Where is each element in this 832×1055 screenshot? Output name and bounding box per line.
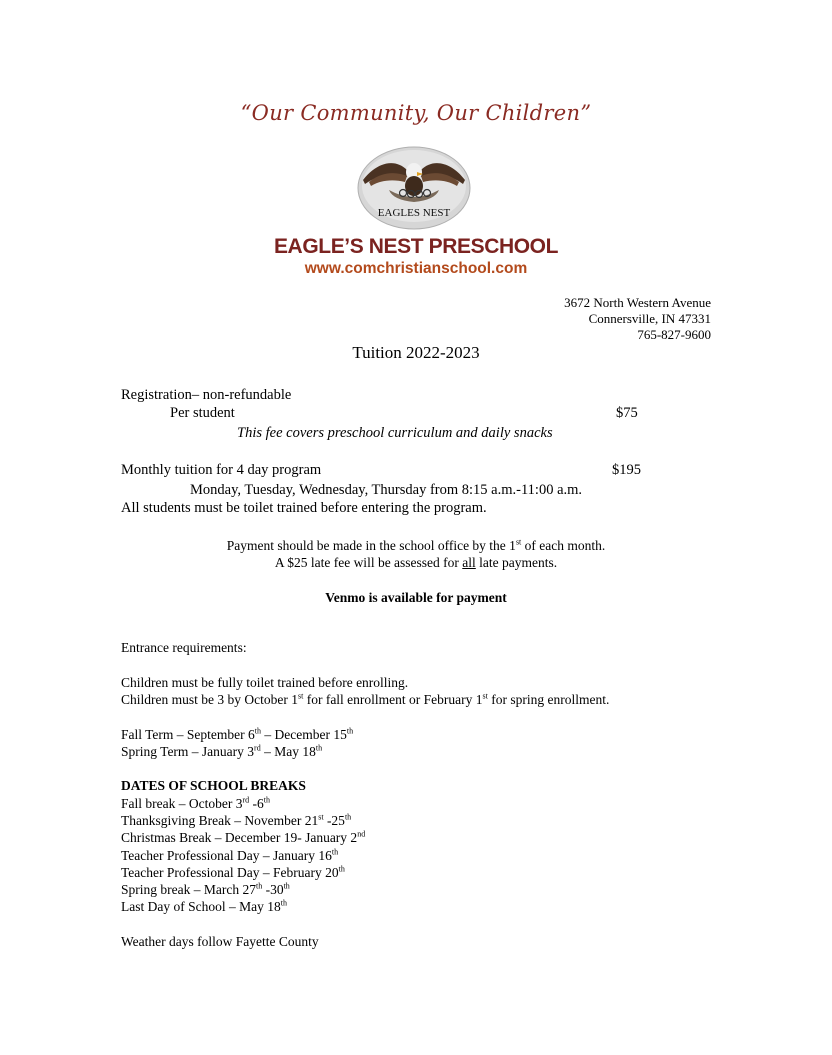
- entrance-requirement: Children must be 3 by October 1st for fall enrollment or February 1st for spring enrollment.: [121, 691, 610, 707]
- break-item: Spring break – March 27th -30th: [121, 881, 290, 897]
- weather-note: Weather days follow Fayette County: [121, 934, 319, 949]
- late-fee-line: A $25 late fee will be assessed for all late payments.: [274, 555, 558, 570]
- entrance-heading: Entrance requirements:: [121, 640, 247, 655]
- school-name: EAGLE’S NEST PRESCHOOL: [273, 235, 559, 258]
- spring-term: Spring Term – January 3rd – May 18th: [121, 743, 323, 759]
- monthly-tuition-label: Monthly tuition for 4 day program: [121, 462, 322, 478]
- venmo-note: Venmo is available for payment: [325, 590, 507, 605]
- break-item: Teacher Professional Day – January 16th: [121, 847, 339, 863]
- program-schedule: Monday, Tuesday, Wednesday, Thursday from 8:15 a.m.-11:00 a.m.: [190, 482, 583, 498]
- address-phone: 765-827-9600: [637, 327, 711, 342]
- address-city: Connersville, IN 47331: [588, 311, 711, 326]
- address-street: 3672 North Western Avenue: [564, 295, 711, 310]
- school-website: www.comchristianschool.com: [304, 260, 528, 277]
- fall-term: Fall Term – September 6th – December 15th: [121, 726, 354, 742]
- per-student-label: Per student: [170, 405, 235, 421]
- registration-fee: $75: [616, 405, 638, 421]
- break-item: Teacher Professional Day – February 20th: [121, 864, 345, 880]
- registration-note: This fee covers preschool curriculum and daily snacks: [237, 425, 553, 441]
- break-item: Thanksgiving Break – November 21st -25th: [121, 812, 352, 828]
- payment-due-line: Payment should be made in the school office by the 1st of each month.: [226, 537, 606, 553]
- entrance-requirement: Children must be fully toilet trained before enrolling.: [121, 675, 409, 690]
- monthly-tuition-fee: $195: [612, 462, 641, 478]
- tagline: “Our Community, Our Children”: [240, 101, 592, 125]
- break-item: Fall break – October 3rd -6th: [121, 795, 270, 811]
- tuition-title: Tuition 2022-2023: [352, 343, 480, 362]
- toilet-trained-note: All students must be toilet trained before entering the program.: [121, 500, 487, 516]
- logo-text: EAGLES NEST: [377, 207, 451, 219]
- break-item: Last Day of School – May 18th: [121, 898, 287, 914]
- eagles-nest-logo: [355, 144, 473, 230]
- break-item: Christmas Break – December 19- January 2nd: [121, 829, 366, 845]
- registration-label: Registration– non-refundable: [121, 387, 292, 403]
- breaks-heading: DATES OF SCHOOL BREAKS: [121, 778, 306, 793]
